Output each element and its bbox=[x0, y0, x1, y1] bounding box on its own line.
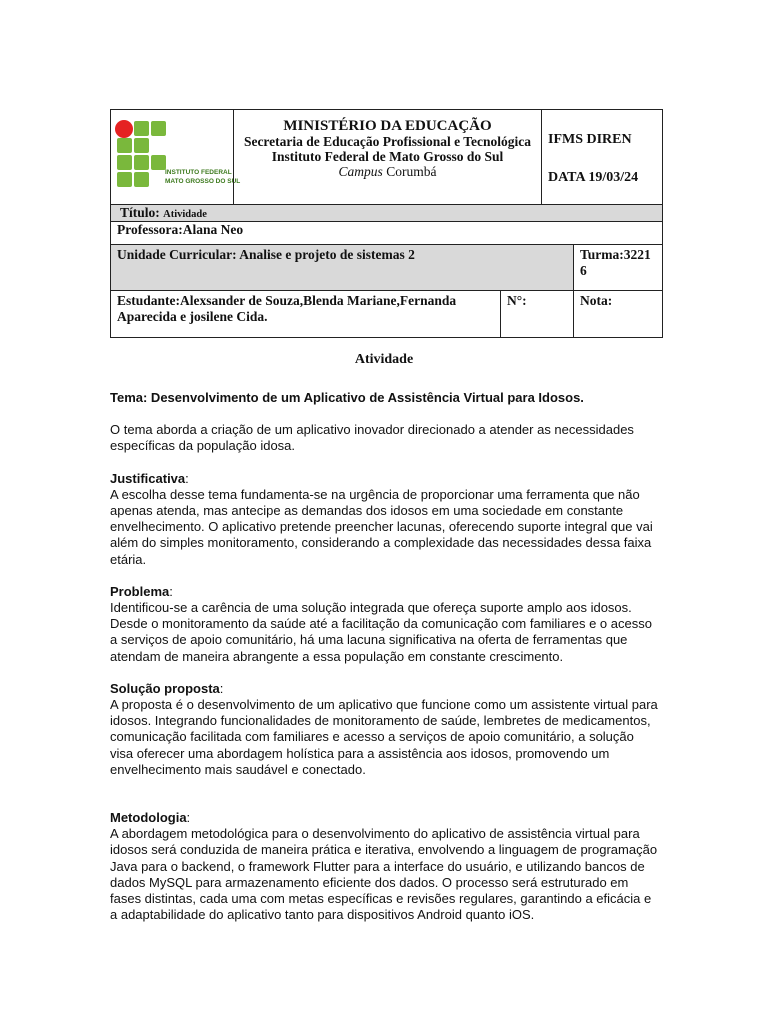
ministry-title: MINISTÉRIO DA EDUCAÇÃO bbox=[283, 118, 492, 134]
metodologia-paragraph: A abordagem metodológica para o desenvolvimento do aplicativo de assistência virtual para idosos será conduzida de maneira prática e iterativa, envolvendo a linguagem de programação Java para o backend, o framework Flutter para a interface do usuário, e utilizando bancos de dados MySQL para armazenamento eficiente dos dados. O processo será estruturado em fases distintas, cada uma com metas específicas e revisões regulares, garantindo a eficácia e a adaptabilidade do aplicativo tanto para dispositivos Android quanto iOS. bbox=[110, 826, 658, 923]
unidade-row bbox=[110, 244, 574, 291]
estudante-cell bbox=[110, 290, 501, 338]
solucao-heading: Solução proposta bbox=[110, 680, 220, 696]
tema-heading: Tema: Desenvolvimento de um Aplicativo de Assistência Virtual para Idosos. bbox=[110, 390, 584, 405]
institution-cell bbox=[233, 109, 542, 205]
metodologia-heading: Metodologia bbox=[110, 810, 187, 826]
campus-line: Campus Corumbá bbox=[338, 164, 437, 179]
ifms-diren-label: IFMS DIREN bbox=[548, 132, 632, 147]
titulo-row bbox=[110, 204, 663, 222]
logo-text: INSTITUTO FEDERAL MATO GROSSO DO SUL bbox=[165, 169, 241, 185]
nota-cell bbox=[573, 290, 663, 338]
solucao-paragraph: A proposta é o desenvolvimento de um aplicativo que funcione como um assistente virtual para idosos. Integrando funcionalidades de monitoramento de saúde, lembretes de medicamentos, comunicação facilitada com familiares e acesso a serviços de apoio comunitário, a solução visa oferecer uma abordagem holística para a assistência aos idosos, promovendo um envelhecimento mais saudável e conectado. bbox=[110, 697, 658, 777]
problema-heading: Problema bbox=[110, 583, 170, 599]
document-title: Atividade bbox=[354, 352, 414, 367]
date-label: DATA 19/03/24 bbox=[548, 170, 639, 185]
professora-row bbox=[110, 221, 663, 245]
titulo-label: Título: bbox=[120, 205, 164, 220]
instituto-title: Instituto Federal de Mato Grosso do Sul bbox=[271, 149, 504, 164]
nota-text: Nota: bbox=[580, 293, 613, 308]
secretaria-title: Secretaria de Educação Profissional e Tecnológica bbox=[243, 134, 532, 149]
professora-text: Professora:Alana Neo bbox=[117, 222, 244, 237]
justificativa-paragraph: A escolha desse tema fundamenta-se na urgência de proporcionar uma ferramenta que não apenas atenda, mas antecipe as demandas dos idosos em uma sociedade em constante envelhecimento. O aplicativo pretende preencher lacunas, oferecendo suporte integral que vai além do simples monitoramento, considerando a complexidade das necessidades dessa faixa etária. bbox=[110, 486, 653, 567]
justificativa-heading: Justificativa bbox=[110, 470, 186, 486]
numero-cell bbox=[500, 290, 574, 338]
logo-cell bbox=[110, 109, 241, 205]
header-table bbox=[110, 109, 663, 338]
numero-text: N°: bbox=[507, 293, 527, 308]
turma-text: Turma:3221 6 bbox=[580, 247, 651, 278]
problema-paragraph: Identificou-se a carência de uma solução integrada que ofereça suporte amplo aos idosos. Desde o monitoramento da saúde até a facilitação da comunicação com familiares e o acesso a serviços de apoio comunitário, há uma lacuna significativa na oferta de ferramentas que atendam de maneira abrangente a essa população em constante crescimento. bbox=[110, 600, 652, 664]
estudante-text: Estudante:Alexsander de Souza,Blenda Mariane,Fernanda Aparecida e josilene Cida. bbox=[117, 293, 457, 324]
titulo-value: Atividade bbox=[163, 209, 207, 220]
document-body: Tema: Desenvolvimento de um Aplicativo de Assistência Virtual para Idosos. O tema aborda a criação de um aplicativo inovador direcionado a atender as necessidades específicas da população idosa. Justificativa: A escolha desse tema fundamenta-se na urgência de proporcionar uma ferramenta que não apenas atenda, mas antecipe as demandas dos idosos em uma sociedade em constante envelhecimento. O aplicativo pretende preencher lacunas, oferecendo suporte integral que vai além do simples monitoramento, considerando a complexidade das necessidades dessa faixa etária. Problema: Identificou-se a carência de uma solução integrada que ofereça suporte amplo aos idosos. Desde o monitoramento da saúde até a facilitação da comunicação com familiares e o acesso a serviços de apoio comunitário, há uma lacuna significativa na oferta de ferramentas que atendam de maneira abrangente a essa população em constante crescimento. Solução proposta: A proposta é o desenvolvimento de um aplicativo que funcione como um assistente virtual para idosos. Integrando funcionalidades de monitoramento de saúde, lembretes de medicamentos, comunicação facilitada com familiares e acesso a serviços de apoio comunitário, a solução visa oferecer uma abordagem holística para a assistência aos idosos, promovendo um envelhecimento mais saudável e conectado. Metodologia: A abordagem metodológica para o desenvolvimento do aplicativo de assistência virtual para idosos será conduzida de maneira prática e iterativa, envolvendo a linguagem de programação Java para o backend, o framework Flutter para a interface do usuário, e utilizando bancos de dados MySQL para armazenamento eficiente dos dados. O processo será estruturado em fases distintas, cada uma com metas específicas e revisões regulares, garantindo a eficácia e a adaptabilidade do aplicativo tanto para dispositivos Android quanto iOS. bbox=[110, 390, 660, 923]
unidade-text: Unidade Curricular: Analise e projeto de sistemas 2 bbox=[117, 247, 415, 262]
tema-paragraph: O tema aborda a criação de um aplicativo inovador direcionado a atender as necessidades específicas da população idosa. bbox=[110, 422, 634, 454]
info-cell bbox=[541, 109, 663, 205]
turma-cell bbox=[573, 244, 663, 291]
